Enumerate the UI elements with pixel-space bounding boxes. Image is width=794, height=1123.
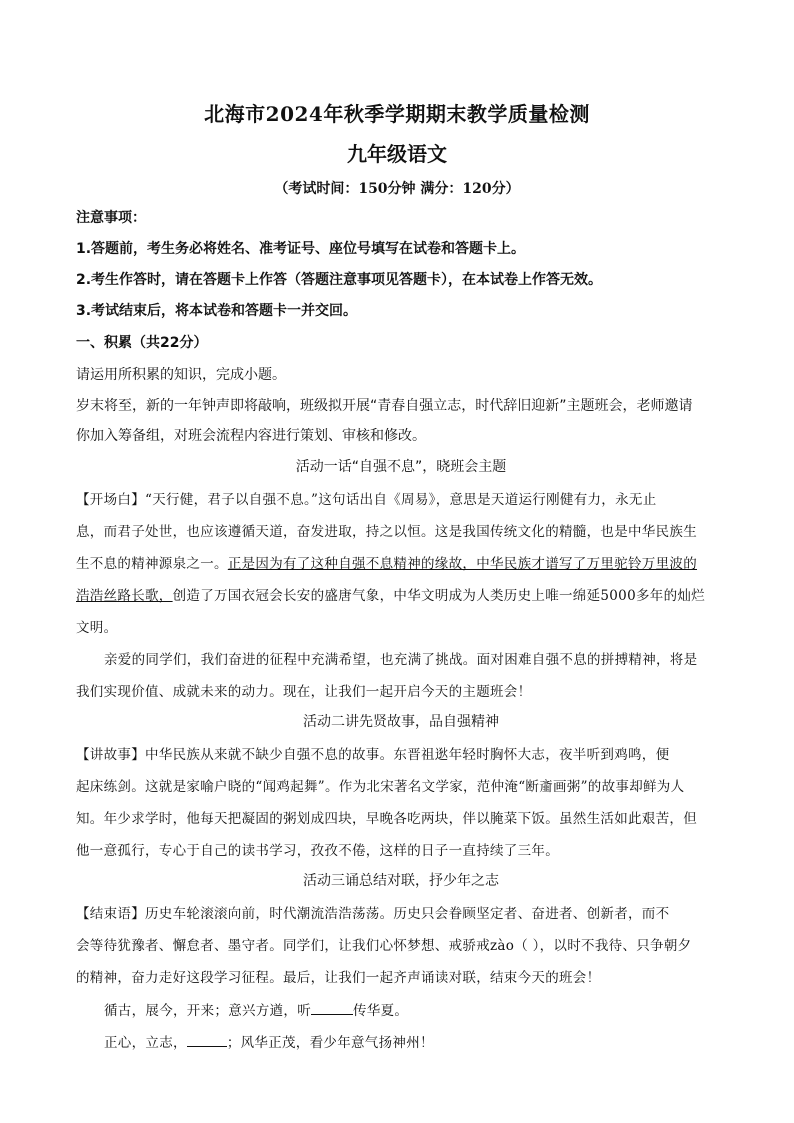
activity3-line-2: 会等待犹豫者、懈怠者、墨守者。同学们，让我们心怀梦想、戒骄戒zào（ ），以时不我待、只争朝夕 <box>76 938 692 954</box>
activity1-line-7: 我们实现价值、成就未来的动力。现在，让我们一起开启今天的主题班会！ <box>76 684 532 700</box>
notice-heading: 注意事项： <box>76 210 146 226</box>
section-instruction: 请运用所积累的知识，完成小题。 <box>76 367 286 383</box>
activity2-line-3: 知。年少求学时，他每天把凝固的粥划成四块，早晚各吃两块，伴以腌菜下饭。虽然生活如此艰苦，但 <box>76 811 697 827</box>
activity3-line-1: 【结束语】历史车轮滚滚向前，时代潮流浩浩荡荡。历史只会眷顾坚定者、奋进者、创新者，而不 <box>76 906 670 922</box>
exam-title: 北海市2024年秋季学期期末教学质量检测 <box>204 102 590 126</box>
activity1-title: 活动一话“自强不息”，晓班会主题 <box>295 459 507 475</box>
couplet-1-before: 循古，展今，开来；意兴方遒，听 <box>104 1003 311 1019</box>
activity1-line-6: 亲爱的同学们，我们奋进的征程中充满希望，也充满了挑战。面对困难自强不息的拼搏精神，将是 <box>104 652 698 668</box>
activity1-line-3 <box>76 554 726 574</box>
activity1-line-4 <box>76 586 726 606</box>
couplet-2-before: 正心，立志， <box>104 1035 187 1051</box>
activity3-line-3: 的精神，奋力走好这段学习征程。最后，让我们一起齐声诵读对联，结束今天的班会！ <box>76 970 601 986</box>
activity1-line-5: 文明。 <box>76 620 118 636</box>
activity1-line-4-plain: 创造了万国衣冠会长安的盛唐气象，中华文明成为人类历史上唯一绵延5000多年的灿烂 <box>172 588 705 604</box>
activity1-line-2: 息，而君子处世，也应该遵循天道，奋发进取，持之以恒。这是我国传统文化的精髓，也是中华民族生 <box>76 524 697 540</box>
couplet-blank-1 <box>311 1000 353 1015</box>
couplet-line-1 <box>76 1000 726 1021</box>
couplet-blank-2 <box>187 1032 227 1047</box>
activity2-title: 活动二讲先贤故事，品自强精神 <box>303 714 499 730</box>
couplet-line-2 <box>76 1032 726 1053</box>
activity1-line-1: 【开场白】“天行健，君子以自强不息。”这句话出自《周易》，意思是天道运行刚健有力，永无止 <box>76 492 657 508</box>
activity2-line-2: 起床练剑。这就是家喻户晓的“闻鸡起舞”。作为北宋著名文学家，范仲淹“断齑画粥”的故事却鲜为人 <box>76 779 685 795</box>
intro-line-2: 你加入筹备组，对班会流程内容进行策划、审核和修改。 <box>76 428 426 444</box>
activity1-line-3-plain: 生不息的精神源泉之一。 <box>76 556 228 572</box>
intro-line-1: 岁末将至，新的一年钟声即将敲响，班级拟开展“青春自强立志，时代辞旧迎新”主题班会，老师邀请 <box>76 398 693 414</box>
section-heading: 一、积累（共22分） <box>76 335 208 351</box>
notice-item-1: 1.答题前，考生务必将姓名、准考证号、座位号填写在试卷和答题卡上。 <box>76 241 526 257</box>
activity2-line-4: 他一意孤行，专心于自己的读书学习，孜孜不倦，这样的日子一直持续了三年。 <box>76 843 559 859</box>
couplet-2-after: ；风华正茂，看少年意气扬神州！ <box>226 1035 434 1051</box>
subject-title: 九年级语文 <box>347 142 447 166</box>
activity3-title: 活动三诵总结对联，抒少年之志 <box>303 873 499 889</box>
underlined-sentence-part-1: 正是因为有了这种自强不息精神的缘故，中华民族才谱写了万里驼铃万里波的 <box>227 556 698 572</box>
notice-item-2: 2.考生作答时，请在答题卡上作答（答题注意事项见答题卡），在本试卷上作答无效。 <box>76 272 603 288</box>
notice-item-3: 3.考试结束后，将本试卷和答题卡一并交回。 <box>76 303 358 319</box>
couplet-1-after: 传华夏。 <box>353 1003 409 1019</box>
activity2-line-1: 【讲故事】中华民族从来就不缺少自强不息的故事。东晋祖逖年轻时胸怀大志，夜半听到鸡鸣，便 <box>76 747 670 763</box>
underlined-sentence-part-2: 浩浩丝路长歌， <box>76 588 173 604</box>
exam-info: （考试时间：150分钟 满分：120分） <box>274 181 520 197</box>
